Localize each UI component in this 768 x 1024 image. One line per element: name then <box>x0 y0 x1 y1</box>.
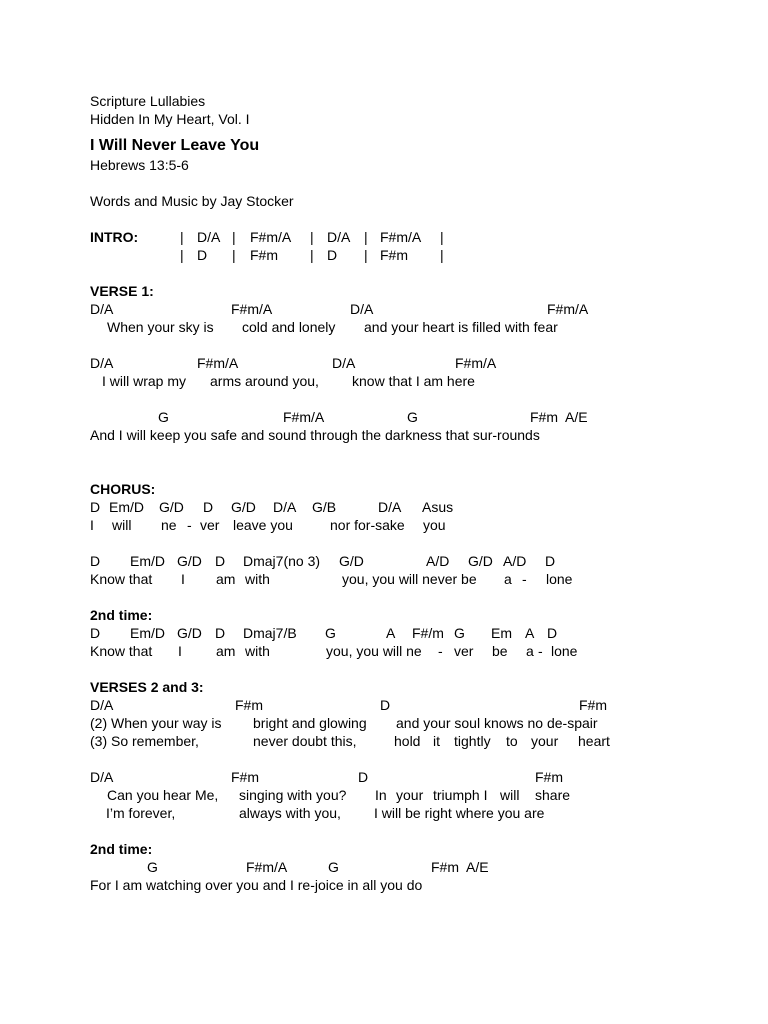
chorus-label: CHORUS: <box>90 481 156 497</box>
lyric: I will wrap my <box>102 373 187 389</box>
lyric: will <box>112 517 132 533</box>
chord: G/D <box>339 553 364 569</box>
chord: Dmaj7(no 3) <box>243 553 321 569</box>
chord: G <box>328 859 339 875</box>
lyric: I’m forever, <box>106 805 176 821</box>
chord: F#m/A <box>283 409 325 425</box>
lyric: and your heart is filled with fear <box>364 319 558 335</box>
intro-bar: | <box>440 229 444 245</box>
intro-chord: F#m <box>380 247 408 263</box>
chord: G/D <box>159 499 184 515</box>
chord: D <box>547 625 558 641</box>
chord: Em/D <box>109 499 144 515</box>
chord: D/A <box>273 499 297 515</box>
lyric: Can you hear Me, <box>107 787 219 803</box>
chord: D <box>545 553 556 569</box>
lyric: Know that <box>90 571 153 587</box>
chord: F#m/A <box>231 301 273 317</box>
lyric: am <box>216 571 236 587</box>
lyric: lone <box>546 571 573 587</box>
lyric: share <box>535 787 571 803</box>
lyric: - <box>187 517 192 533</box>
chord: F#m <box>535 769 563 785</box>
intro-bar: | <box>232 229 236 245</box>
lyric: a <box>526 643 534 659</box>
lyric: - <box>538 643 543 659</box>
lyric: arms around you, <box>210 373 319 389</box>
lyric-line: And I will keep you safe and sound through the darkness that sur-rounds <box>90 427 540 443</box>
intro-chord: D <box>327 247 338 263</box>
chord: D <box>215 553 226 569</box>
song-credits: Words and Music by Jay Stocker <box>90 193 294 209</box>
chord: A/D <box>426 553 450 569</box>
lyric: you <box>423 517 446 533</box>
chord: F#/m <box>412 625 444 641</box>
verse-1-label: VERSE 1: <box>90 283 154 299</box>
chord-line <box>90 408 730 426</box>
chord: D <box>203 499 214 515</box>
chord: Dmaj7/B <box>243 625 297 641</box>
lyric: heart <box>578 733 610 749</box>
lyric: (2) When your way is <box>90 715 222 731</box>
chord-line <box>90 354 730 372</box>
intro-bar: | <box>232 247 236 263</box>
chord-line <box>90 498 730 516</box>
lyric: a <box>504 571 512 587</box>
chord: D <box>358 769 369 785</box>
chord: F#m A/E <box>530 409 588 425</box>
chord: G/D <box>177 553 202 569</box>
chord-line <box>90 552 730 570</box>
lyric: In <box>375 787 387 803</box>
chord-line <box>90 858 730 876</box>
lyric: - <box>438 643 443 659</box>
chord: D/A <box>90 355 114 371</box>
chord: Em/D <box>130 625 165 641</box>
verses-2-3-label: VERSES 2 and 3: <box>90 679 204 695</box>
chord: D/A <box>350 301 374 317</box>
chord: D/A <box>90 697 114 713</box>
chord: D/A <box>90 301 114 317</box>
lyric: lone <box>551 643 578 659</box>
lyric-line: For I am watching over you and I re-joice in all you do <box>90 877 423 893</box>
chord: F#m <box>235 697 263 713</box>
lyric-line <box>90 372 730 390</box>
chord: G <box>325 625 336 641</box>
lyric: When your sky is <box>107 319 214 335</box>
lyric: nor for-sake <box>330 517 405 533</box>
lyric: tightly <box>454 733 491 749</box>
chord: G/D <box>468 553 493 569</box>
chord: Asus <box>422 499 454 515</box>
album-name: Hidden In My Heart, Vol. I <box>90 111 250 127</box>
intro-bar: | <box>180 247 184 263</box>
lyric: you, you will ne <box>326 643 422 659</box>
chord: F#m <box>231 769 259 785</box>
lyric: I will be right where you are <box>374 805 545 821</box>
lyric: hold <box>394 733 421 749</box>
chord: D/A <box>378 499 402 515</box>
chord: F#m <box>579 697 607 713</box>
chord-line <box>90 624 730 642</box>
chord: D <box>90 625 101 641</box>
lyric: I <box>90 517 94 533</box>
lyric: your <box>531 733 559 749</box>
chord: G/D <box>231 499 256 515</box>
verses-second-time-label: 2nd time: <box>90 841 153 857</box>
chord: D/A <box>332 355 356 371</box>
scripture-reference: Hebrews 13:5-6 <box>90 157 189 173</box>
intro-label: INTRO: <box>90 229 139 245</box>
chord: G <box>158 409 169 425</box>
chord-line <box>90 768 730 786</box>
lyric: it <box>433 733 440 749</box>
lyric-line <box>90 714 730 732</box>
chord: F#m/A <box>197 355 239 371</box>
intro-row-1 <box>90 228 730 246</box>
lyric: and your soul knows no de-spair <box>396 715 598 731</box>
chord: D <box>380 697 391 713</box>
chord: F#m A/E <box>431 859 489 875</box>
chord: G/B <box>312 499 337 515</box>
lyric: singing with you? <box>239 787 347 803</box>
chord: F#m/A <box>455 355 497 371</box>
intro-chord: F#m <box>250 247 278 263</box>
lyric-line <box>90 318 730 336</box>
intro-bar: | <box>310 247 314 263</box>
chord: G <box>147 859 158 875</box>
chord: Em <box>491 625 512 641</box>
lyric: always with you, <box>239 805 341 821</box>
intro-chord: F#m/A <box>380 229 422 245</box>
lyric: you, you will never be <box>342 571 477 587</box>
chord: A/D <box>503 553 527 569</box>
chord: Em/D <box>130 553 165 569</box>
chord: D <box>215 625 226 641</box>
chord: G <box>454 625 465 641</box>
chord: A <box>525 625 535 641</box>
chord: F#m/A <box>246 859 288 875</box>
chord: D <box>90 553 101 569</box>
lyric: with <box>245 571 270 587</box>
chord-line <box>90 300 730 318</box>
intro-bar: | <box>180 229 184 245</box>
lyric-line <box>90 516 730 534</box>
chord: G/D <box>177 625 202 641</box>
chord: D/A <box>90 769 114 785</box>
chord-line <box>90 696 730 714</box>
lyric-line <box>90 732 730 750</box>
chord: A <box>386 625 396 641</box>
intro-bar: | <box>364 229 368 245</box>
lyric: I <box>178 643 182 659</box>
lyric: triumph I <box>433 787 488 803</box>
chord: F#m/A <box>547 301 589 317</box>
intro-chord: D <box>197 247 208 263</box>
lyric-line <box>90 804 730 822</box>
lyric: Know that <box>90 643 153 659</box>
lyric: never doubt this, <box>253 733 357 749</box>
lyric: bright and glowing <box>253 715 367 731</box>
lyric: to <box>506 733 518 749</box>
lyric-line <box>90 570 730 588</box>
lyric: will <box>500 787 520 803</box>
chord: G <box>407 409 418 425</box>
lyric: be <box>492 643 508 659</box>
lyric: - <box>522 571 527 587</box>
lyric: leave you <box>233 517 293 533</box>
lyric: know that I am here <box>352 373 475 389</box>
lyric: ver <box>454 643 474 659</box>
intro-chord: D/A <box>327 229 351 245</box>
lyric: ver <box>200 517 220 533</box>
lyric-line <box>90 786 730 804</box>
intro-row-2 <box>90 246 730 264</box>
lyric: (3) So remember, <box>90 733 199 749</box>
series-name: Scripture Lullabies <box>90 93 206 109</box>
lead-sheet <box>90 92 730 894</box>
intro-bar: | <box>310 229 314 245</box>
lyric: your <box>396 787 424 803</box>
lyric-line <box>90 642 730 660</box>
intro-chord: F#m/A <box>250 229 292 245</box>
lyric: am <box>216 643 236 659</box>
intro-chord: D/A <box>197 229 221 245</box>
lyric: cold and lonely <box>242 319 336 335</box>
lyric: ne <box>161 517 177 533</box>
lyric: I <box>181 571 185 587</box>
chord: D <box>90 499 101 515</box>
chorus-second-time-label: 2nd time: <box>90 607 153 623</box>
intro-bar: | <box>364 247 368 263</box>
lyric: with <box>245 643 270 659</box>
intro-bar: | <box>440 247 444 263</box>
song-title: I Will Never Leave You <box>90 137 260 154</box>
